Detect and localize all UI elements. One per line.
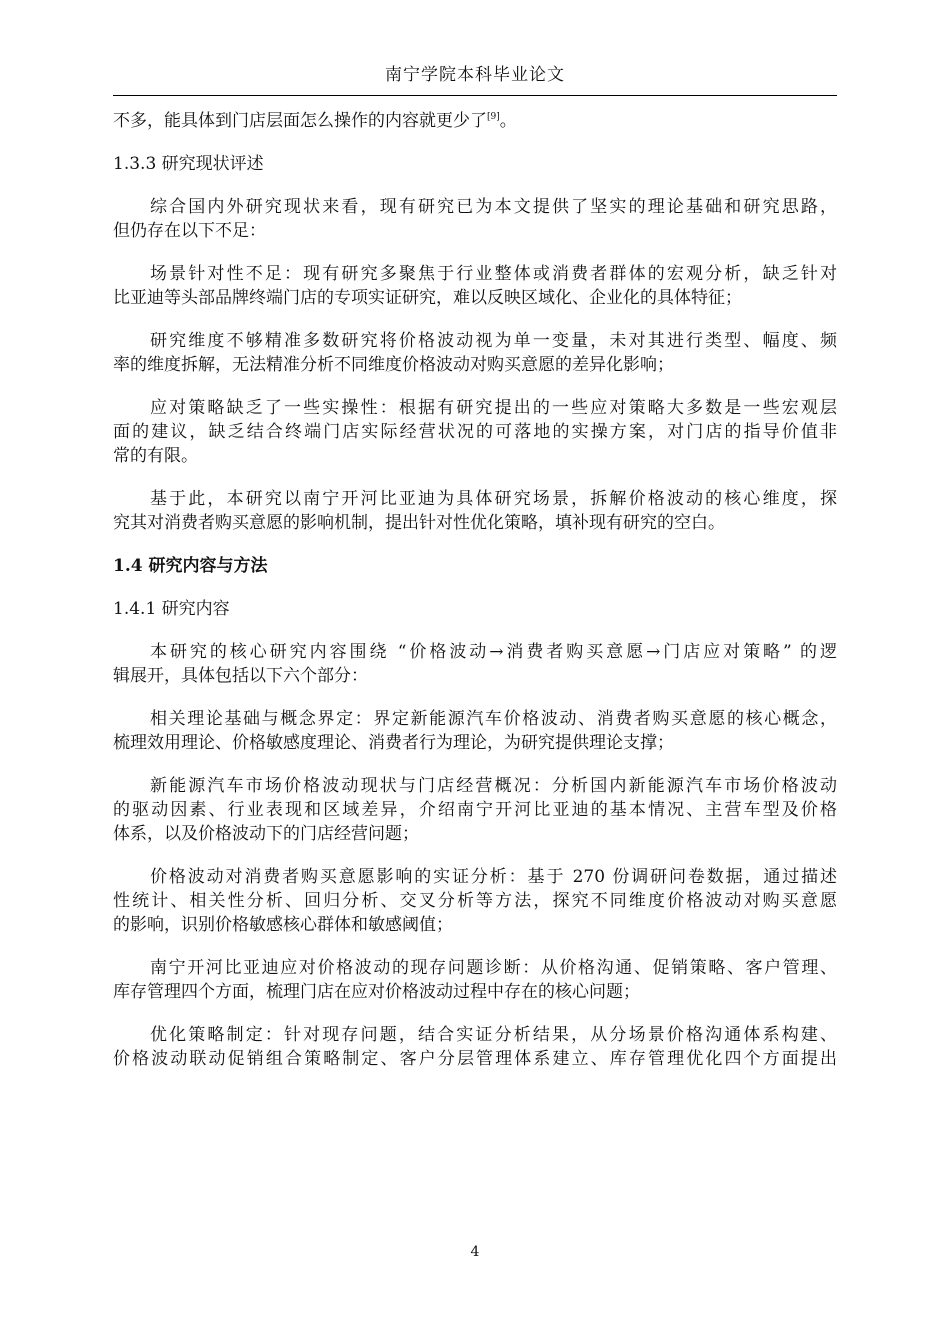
paragraph [113, 1023, 837, 1071]
paragraph-text-end: 。 [499, 111, 517, 131]
paragraph-line: 究其对消费者购买意愿的影响机制，提出针对性优化策略，填补现有研究的空白。 [113, 513, 725, 533]
paragraph-line: 比亚迪等头部品牌终端门店的专项实证研究，难以反映区域化、企业化的具体特征； [113, 288, 742, 308]
paragraph-line: 但仍存在以下不足： [113, 221, 266, 241]
paragraph-line: 新能源汽车市场价格波动现状与门店经营概况：分析国内新能源汽车市场价格波动 [150, 776, 837, 796]
header-rule [113, 95, 837, 96]
paragraph-line: 优化策略制定：针对现存问题，结合实证分析结果，从分场景价格沟通体系构建、 [150, 1025, 837, 1045]
paragraph-line: 场景针对性不足：现有研究多聚焦于行业整体或消费者群体的宏观分析，缺乏针对 [150, 264, 837, 284]
paragraph-line: 库存管理四个方面，梳理门店在应对价格波动过程中存在的核心问题； [113, 982, 640, 1002]
paragraph-line: 价格波动对消费者购买意愿影响的实证分析：基于 270 份调研问卷数据，通过描述 [150, 867, 837, 887]
paragraph [113, 865, 837, 937]
running-header: 南宁学院本科毕业论文 [385, 65, 565, 85]
paragraph-text: 不多，能具体到门店层面怎么操作的内容就更少了 [113, 111, 487, 131]
page-number: 4 [470, 1244, 480, 1260]
section-heading-1-4-1: 1.4.1 研究内容 [113, 599, 230, 619]
paragraph-line: 价格波动联动促销组合策略制定、客户分层管理体系建立、库存管理优化四个方面提出 [113, 1049, 837, 1069]
paragraph-line: 研究维度不够精准多数研究将价格波动视为单一变量，未对其进行类型、幅度、频 [150, 331, 837, 351]
paragraph [113, 707, 837, 755]
paragraph-line: 体系，以及价格波动下的门店经营问题； [113, 824, 419, 844]
paragraph [113, 640, 837, 688]
paragraph-line: 常的有限。 [113, 446, 198, 466]
paragraph [113, 262, 837, 310]
paragraph-line: 相关理论基础与概念界定：界定新能源汽车价格波动、消费者购买意愿的核心概念， [150, 709, 837, 729]
section-heading-1-4: 1.4 研究内容与方法 [113, 556, 268, 576]
paragraph [113, 487, 837, 535]
paragraph [113, 195, 837, 243]
paragraph-line: 辑展开，具体包括以下六个部分： [113, 666, 368, 686]
paragraph-line: 率的维度拆解，无法精准分析不同维度价格波动对购买意愿的差异化影响； [113, 355, 674, 375]
paragraph-line: 基于此，本研究以南宁开河比亚迪为具体研究场景，拆解价格波动的核心维度，探 [150, 489, 837, 509]
paragraph-line: 综合国内外研究现状来看，现有研究已为本文提供了坚实的理论基础和研究思路， [150, 197, 837, 217]
body-text [113, 109, 837, 1090]
paragraph-line: 本研究的核心研究内容围绕 “价格波动→消费者购买意愿→门店应对策略” 的逻 [150, 642, 837, 662]
paragraph [113, 329, 837, 377]
paragraph-line: 梳理效用理论、价格敏感度理论、消费者行为理论，为研究提供理论支撑； [113, 733, 674, 753]
paragraph-line: 的驱动因素、行业表现和区域差异，介绍南宁开河比亚迪的基本情况、主营车型及价格 [113, 800, 837, 820]
citation-mark: [9] [487, 112, 500, 122]
paragraph-line: 性统计、相关性分析、回归分析、交叉分析等方法，探究不同维度价格波动对购买意愿 [113, 891, 837, 911]
paragraph-continued [113, 109, 837, 133]
paragraph-line: 应对策略缺乏了一些实操性：根据有研究提出的一些应对策略大多数是一些宏观层 [150, 398, 837, 418]
paragraph-line: 面的建议，缺乏结合终端门店实际经营状况的可落地的实操方案，对门店的指导价值非 [113, 422, 837, 442]
paragraph [113, 774, 837, 846]
paragraph-line: 的影响，识别价格敏感核心群体和敏感阈值； [113, 915, 453, 935]
section-heading-1-3-3: 1.3.3 研究现状评述 [113, 154, 264, 174]
paragraph [113, 956, 837, 1004]
paragraph-line: 南宁开河比亚迪应对价格波动的现存问题诊断：从价格沟通、促销策略、客户管理、 [150, 958, 837, 978]
paragraph [113, 396, 837, 468]
